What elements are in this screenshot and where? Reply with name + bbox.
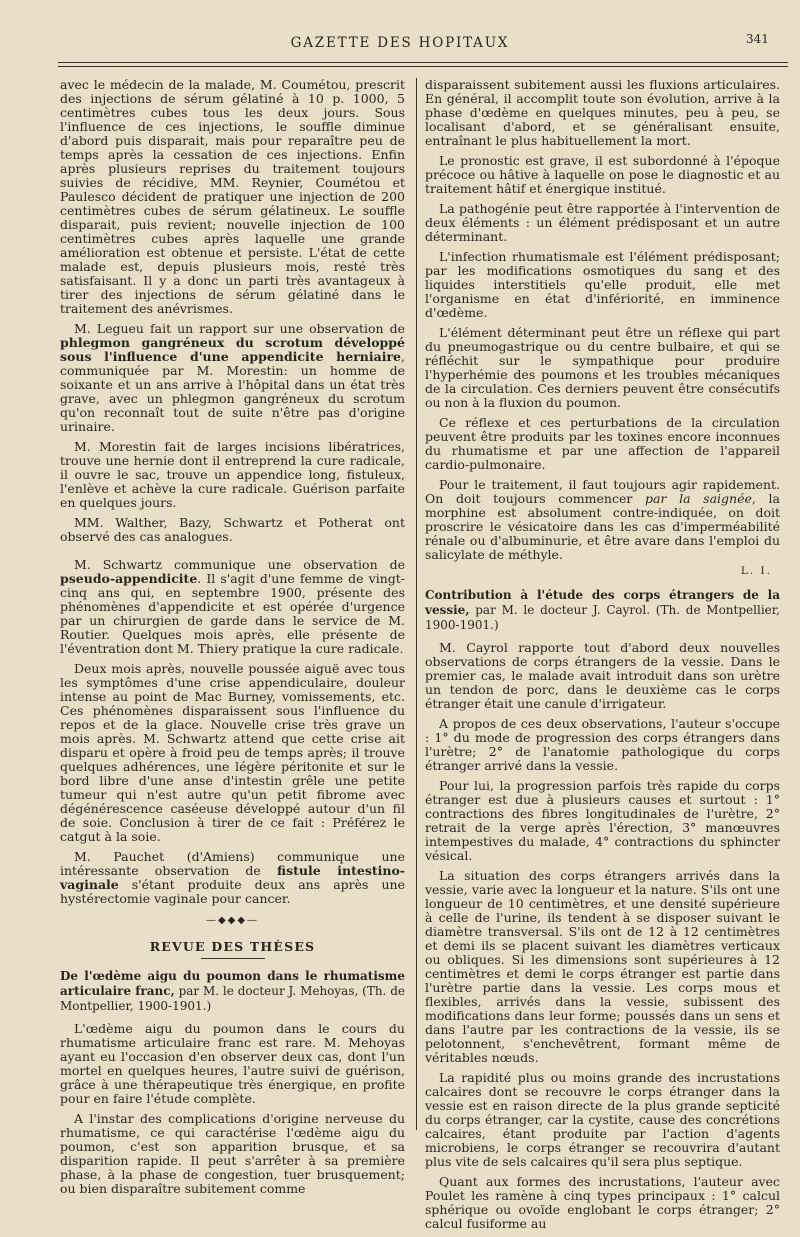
- header-rule-bottom: [58, 66, 788, 67]
- short-rule: [201, 958, 265, 959]
- bold-subject: fistule intestino-vaginale: [60, 863, 405, 892]
- paragraph: La situation des corps étrangers arrivés dans la vessie, varie avec la longueur et la nature. S'ils ont une longueur de 10 centimètres, et une densité supérieure à celle de l'urine, ils tendent à se disposer suivant le diamètre transversal. S'ils ont de 12 à 12 centimètres et demi ils se placent suivant les diamètres verticaux ou obliques. Si les dimensions sont supérieures à 12 centimètres et demi le corps étranger est partie dans l'urètre partie dans la vessie. Les corps mous et flexibles, arrivés dans la vessie, subissent des modifications dans leur forme; poussés dans un sens et dans l'autre par les contractions de la vessie, ils se pelotonnent, s'enchevêtrent, formant même de véritables nœuds.: [425, 868, 780, 1065]
- paragraph: disparaissent subitement aussi les fluxions articulaires. En général, il accomplit toute son évolution, arrive à la phase d'œdème en quelques minutes, peu à peu, se localisant d'abord, et se généralisant ensuite, entraînant le plus habituellement la mort.: [425, 77, 780, 148]
- paragraph: L'élément déterminant peut être un réflexe qui part du pneumogastrique ou du centre bulbaire, et qui se réfléchit sur le sympathique pour produire l'hyperhémie des poumons et les troubles mécaniques de la circulation. Ces derniers peuvent être consécutifs ou non à la fluxion du poumon.: [425, 325, 780, 410]
- left-column: [60, 78, 405, 1202]
- paragraph: A l'instar des complications d'origine nerveuse du rhumatisme, ce qui caractérise l'œdème aigu du poumon, c'est son apparition brusque, et sa disparition rapide. Il peut s'arrêter à sa première phase, à la phase de congestion, tuer brusquement; ou bien disparaître subitement comme: [60, 1111, 405, 1196]
- bold-subject: phlegmon gangréneux du scrotum développé sous l'influence d'une appendicite herniaire: [60, 335, 405, 364]
- paragraph: M. Pauchet (d'Amiens) communique une intéressante observation de fistule intestino-vaginale s'étant produite deux ans après une hystérectomie vaginale pour cancer.: [60, 849, 405, 906]
- right-column: [425, 78, 780, 1237]
- paragraph: La rapidité plus ou moins grande des incrustations calcaires dont se recouvre le corps étranger dans la vessie est en raison directe de la plus grande septicité du corps étranger, car la cystite, cause des concrétions calcaires, étant produite par l'action d'agents microbiens, le corps étranger se recouvrira d'autant plus vite de sels calcaires qu'il sera plus septique.: [425, 1070, 780, 1169]
- section-ornament: —◆◆◆—: [205, 915, 260, 926]
- paragraph: avec le médecin de la malade, M. Coumétou, prescrit des injections de sérum gélatiné à 10 p. 1000, 5 centimètres cubes tous les deux jours. Sous l'influence de ces injections, le souffle diminue d'abord puis disparait, mais pour reparaître peu de temps après la cessation de ces injections. Enfin après plusieurs reprises du traitement toujours suivies de récidive, MM. Reynier, Coumétou et Paulesco décident de pratiquer une injection de 200 centimètres cubes de sérum gélatineux. Le souffle disparait, puis revient; nouvelle injection de 100 centimètres cubes après laquelle une grande amélioration est obtenue et persiste. L'état de cette malade est, depuis plusieurs mois, resté très satisfaisant. Il y a donc un parti très avantageux à tirer des injections de sérum gélatiné dans le traitement des anévrismes.: [60, 77, 405, 316]
- page-number: 341: [746, 32, 769, 46]
- paragraph: M. Legueu fait un rapport sur une observation de phlegmon gangréneux du scrotum développé sous l'influence d'une appendicite herniaire, communiquée par M. Morestin: un homme de soixante et un ans arrive à l'hôpital dans un état très grave, avec un phlegmon gangréneux du scrotum qu'on reconnaît tout de suite n'être pas d'origine urinaire.: [60, 321, 405, 434]
- section-title: REVUE DES THÈSES: [149, 939, 316, 954]
- paragraph: Deux mois après, nouvelle poussée aiguë avec tous les symptômes d'une crise appendiculaire, douleur intense au point de Mac Burney, vomissements, etc. Ces phénomènes disparaissent sous l'influence du repos et de la glace. Nouvelle crise très grave un mois après. M. Schwartz attend que cette crise ait disparu et opère à froid peu de temps après; il trouve quelques adhérences, une légère péritonite et sur le bord libre d'une anse d'intestin grêle une petite tumeur qui n'est autre qu'un petit fibrome avec dégénérescence caséeuse développé autour d'un fil de soie. Conclusion à tirer de ce fait : Préférez le catgut à la soie.: [60, 661, 405, 844]
- paragraph: M. Morestin fait de larges incisions libératrices, trouve une hernie dont il entreprend la cure radicale, il ouvre le sac, trouve un appendice long, fistuleux, l'enlève et achève la cure radicale. Guérison parfaite en quelques jours.: [60, 439, 405, 510]
- paragraph: La pathogénie peut être rapportée à l'intervention de deux éléments : un élément prédisposant et un autre déterminant.: [425, 201, 780, 244]
- thesis-heading: Contribution à l'étude des corps étrangers de la vessie, par M. le docteur J. Cayrol. (Th. de Montpellier, 1900-1901.): [425, 588, 780, 632]
- thesis-heading: De l'œdème aigu du poumon dans le rhumatisme articulaire franc, par M. le docteur J. Mehoyas, (Th. de Montpellier, 1900-1901.): [60, 969, 405, 1013]
- paragraph: M. Cayrol rapporte tout d'abord deux nouvelles observations de corps étrangers de la vessie. Dans le premier cas, le malade avait introduit dans son urètre un tendon de porc, dans le deuxième cas le corps étranger était une canule d'irrigateur.: [425, 640, 780, 711]
- paragraph: Ce réflexe et ces perturbations de la circulation peuvent être produits par les toxines encore inconnues du rhumatisme et par une affection de l'appareil cardio-pulmonaire.: [425, 415, 780, 472]
- paragraph: Pour lui, la progression parfois très rapide du corps étranger est due à plusieurs causes et surtout : 1° contractions des fibres longitudinales de l'urètre, 2° retrait de la verge après l'érection, 3° manœuvres intempestives du malade, 4° contractions du sphincter vésical.: [425, 778, 780, 863]
- column-divider: [416, 78, 417, 1130]
- italic-phrase: par la saignée: [644, 491, 752, 506]
- paragraph: Le pronostic est grave, il est subordonné à l'époque précoce ou hâtive à laquelle on pose le diagnostic et au traitement hâtif et énergique institué.: [425, 153, 780, 196]
- paragraph: Quant aux formes des incrustations, l'auteur avec Poulet les ramène à cinq types principaux : 1° calcul sphérique ou ovoïde englobant le corps étranger; 2° calcul fusiforme au: [425, 1174, 780, 1231]
- paragraph: A propos de ces deux observations, l'auteur s'occupe : 1° du mode de progression des corps étrangers dans l'urètre; 2° de l'anatomie pathologique du corps étranger arrivé dans la vessie.: [425, 716, 780, 773]
- paragraph: M. Schwartz communique une observation de pseudo-appendicite. Il s'agit d'une femme de vingt-cinq ans qui, en septembre 1900, présente des phénomènes d'appendicite et est opérée d'urgence par un chirurgien de garde dans le service de M. Routier. Quelques mois après, elle présente de l'éventration dont M. Thiery pratique la cure radicale.: [60, 557, 405, 656]
- paragraph: MM. Walther, Bazy, Schwartz et Potherat ont observé des cas analogues.: [60, 515, 405, 544]
- journal-title: GAZETTE DES HOPITAUX: [290, 35, 510, 51]
- header-rule-top: [58, 62, 788, 63]
- paragraph: L'œdème aigu du poumon dans le cours du rhumatisme articulaire franc est rare. M. Mehoyas ayant eu l'occasion d'en observer deux cas, dont l'un mortel en quelques heures, l'autre suivi de guérison, grâce à une thérapeutique très énergique, en profite pour en faire l'étude complète.: [60, 1021, 405, 1106]
- paragraph: Pour le traitement, il faut toujours agir rapidement. On doit toujours commencer par la saignée, la morphine est absolument contre-indiquée, on doit proscrire le vésicatoire dans les cas d'imperméabilité rénale ou d'albuminurie, et être avare dans l'emploi du salicylate de méthyle.: [425, 477, 780, 562]
- paragraph: L'infection rhumatismale est l'élément prédisposant; par les modifications osmotiques du sang et des liquides interstitiels qu'elle produit, elle met l'organisme en état d'infériorité, en imminence d'œdème.: [425, 249, 780, 320]
- bold-subject: pseudo-appendicite: [60, 571, 198, 586]
- author-signature: L. I.: [740, 565, 772, 577]
